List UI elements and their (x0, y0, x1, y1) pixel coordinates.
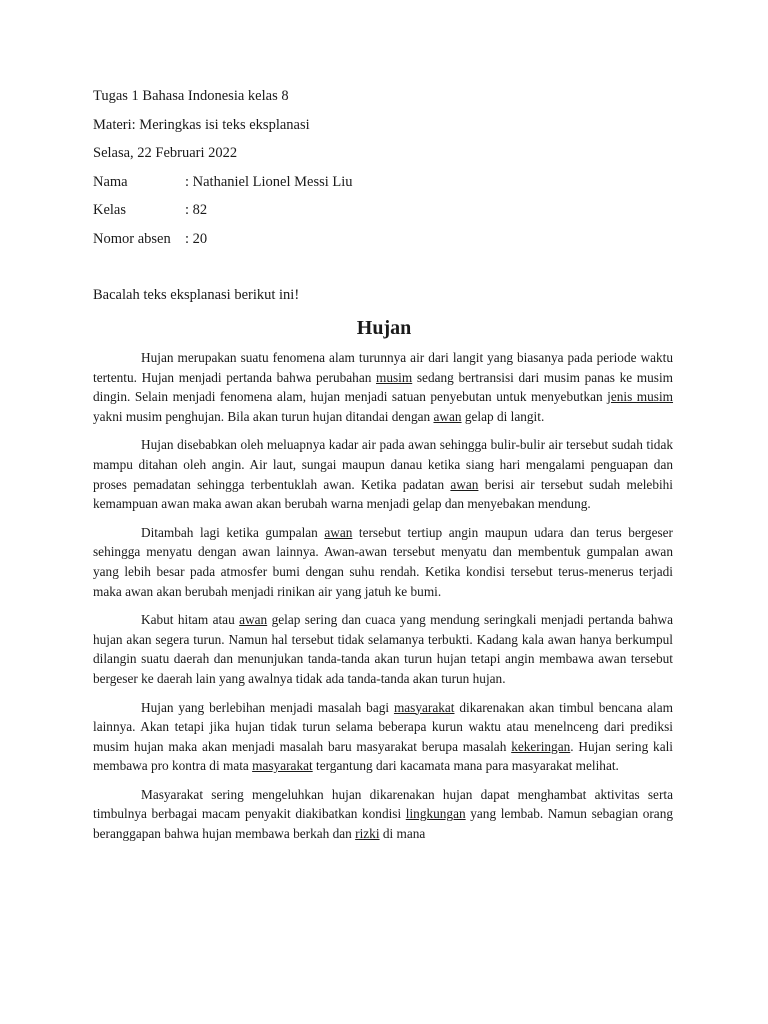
text-span: gelap sering dan cuaca yang mendung seringkali menjadi pertanda bahwa hujan akan segera turun. Namun hal tersebut tidak selamanya terbukti. Kadang kala awan hanya berkumpul dilangin suatu daerah dan menunjukan tanda-tanda akan turun hujan tetapi angin membawa awan tersebut bergeser ke daerah lain yang awalnya tidak ada tanda-tanda akan turun hujan. (93, 612, 673, 686)
assignment-header (93, 86, 683, 257)
underlined-word: awan (324, 524, 353, 540)
subject-line: Materi: Meringkas isi teks eksplanasi (93, 116, 310, 133)
text-span: gelap di langit. (461, 408, 545, 424)
paragraph-1 (93, 348, 673, 426)
underlined-word: awan (450, 476, 479, 492)
absence-number-label: Nomor absen (93, 230, 171, 247)
text-span: dikarenakan akan timbul bencana alam lainnya. Akan tetapi jika hujan tidak turun selama beberapa kurun waktu atau menelnceng dari prediksi musim hujan maka akan menjadi masalah baru masyarakat berupa masalah (93, 699, 673, 754)
text-span: Hujan yang berlebihan menjadi masalah bagi (141, 699, 394, 715)
date-line: Selasa, 22 Februari 2022 (93, 145, 238, 161)
text-span: tersebut tertiup angin maupun udara dan terus bergeser sehingga menyatu dengan awan lainnya. Awan-awan tersebut menyatu dan membentuk gumpalan awan yang lebih besar pada atmosfer bumi dengan suhu rendah. Ketika kondisi tersebut terus-menerus terjadi maka awan akan berubah menjadi rinikan air yang jatuh ke bumi. (93, 524, 673, 599)
underlined-word: kekeringan (511, 738, 571, 754)
underlined-word: jenis musim (607, 389, 674, 405)
assignment-title: Tugas 1 Bahasa Indonesia kelas 8 (93, 88, 289, 104)
text-span: Masyarakat sering mengeluhkan hujan dikarenakan hujan dapat menghambat aktivitas serta timbulnya berbagai macam penyakit diakibatkan kondisi (93, 786, 673, 822)
text-span: . Hujan sering kali membawa pro kontra di mata (93, 738, 673, 774)
text-span: Kabut hitam atau (141, 612, 240, 628)
name-label: Nama (93, 173, 128, 190)
absence-number-value: : 20 (185, 230, 208, 247)
instruction-text: Bacalah teks eksplanasi berikut ini! (93, 287, 300, 303)
text-span: Hujan merupakan suatu fenomena alam turunnya air dari langit yang biasanya pada periode waktu tertentu. Hujan menjadi pertanda bahwa perubahan (93, 350, 673, 385)
paragraph-2 (93, 435, 673, 513)
essay-body (93, 348, 673, 853)
underlined-word: musim (376, 369, 413, 385)
class-row (93, 200, 683, 229)
text-span: Ditambah lagi ketika gumpalan (141, 524, 325, 540)
name-value: : Nathaniel Lionel Messi Liu (185, 173, 353, 190)
text-span: tergantung dari kacamata mana para masyarakat melihat. (312, 758, 619, 774)
text-span: sedang bertransisi dari musim panas ke musim dingin. Selain menjadi fenomena alam, hujan menjadi satuan penyebutan untuk menyebutkan (93, 369, 673, 405)
underlined-word: awan (433, 408, 462, 424)
underlined-word: awan (239, 612, 268, 628)
underlined-word: rizki (355, 826, 380, 842)
text-span: yang lembab. Namun sebagian orang beranggapan bahwa hujan membawa berkah dan (93, 806, 673, 842)
text-span: berisi air tersebut sudah melebihi kemampuan awan maka awan akan berubah warna menjadi gelap dan menyebakan mendung. (93, 476, 674, 512)
absence-number-row (93, 229, 683, 258)
class-value: : 82 (185, 202, 208, 218)
class-label: Kelas (93, 202, 127, 218)
text-span: di mana (379, 826, 426, 842)
underlined-word: masyarakat (393, 699, 455, 715)
paragraph-4 (93, 610, 673, 688)
paragraph-5 (93, 698, 673, 776)
underlined-word: masyarakat (252, 758, 313, 774)
paragraph-6 (93, 785, 673, 844)
text-span: yakni musim penghujan. Bila akan turun hujan ditandai dengan (93, 408, 434, 424)
paragraph-3 (93, 523, 673, 601)
underlined-word: lingkungan (405, 806, 466, 822)
text-span: Hujan disebabkan oleh meluapnya kadar air pada awan sehingga bulir-bulir air tersebut sudah tidak mampu ditahan oleh angin. Air laut, sungai maupun danau ketika siang hari mengalami penguapan dan proses pemadatan sehingga terbentuklah awan. Ketika padatan (93, 437, 673, 492)
document-title: Hujan (356, 317, 412, 339)
name-row (93, 172, 683, 201)
